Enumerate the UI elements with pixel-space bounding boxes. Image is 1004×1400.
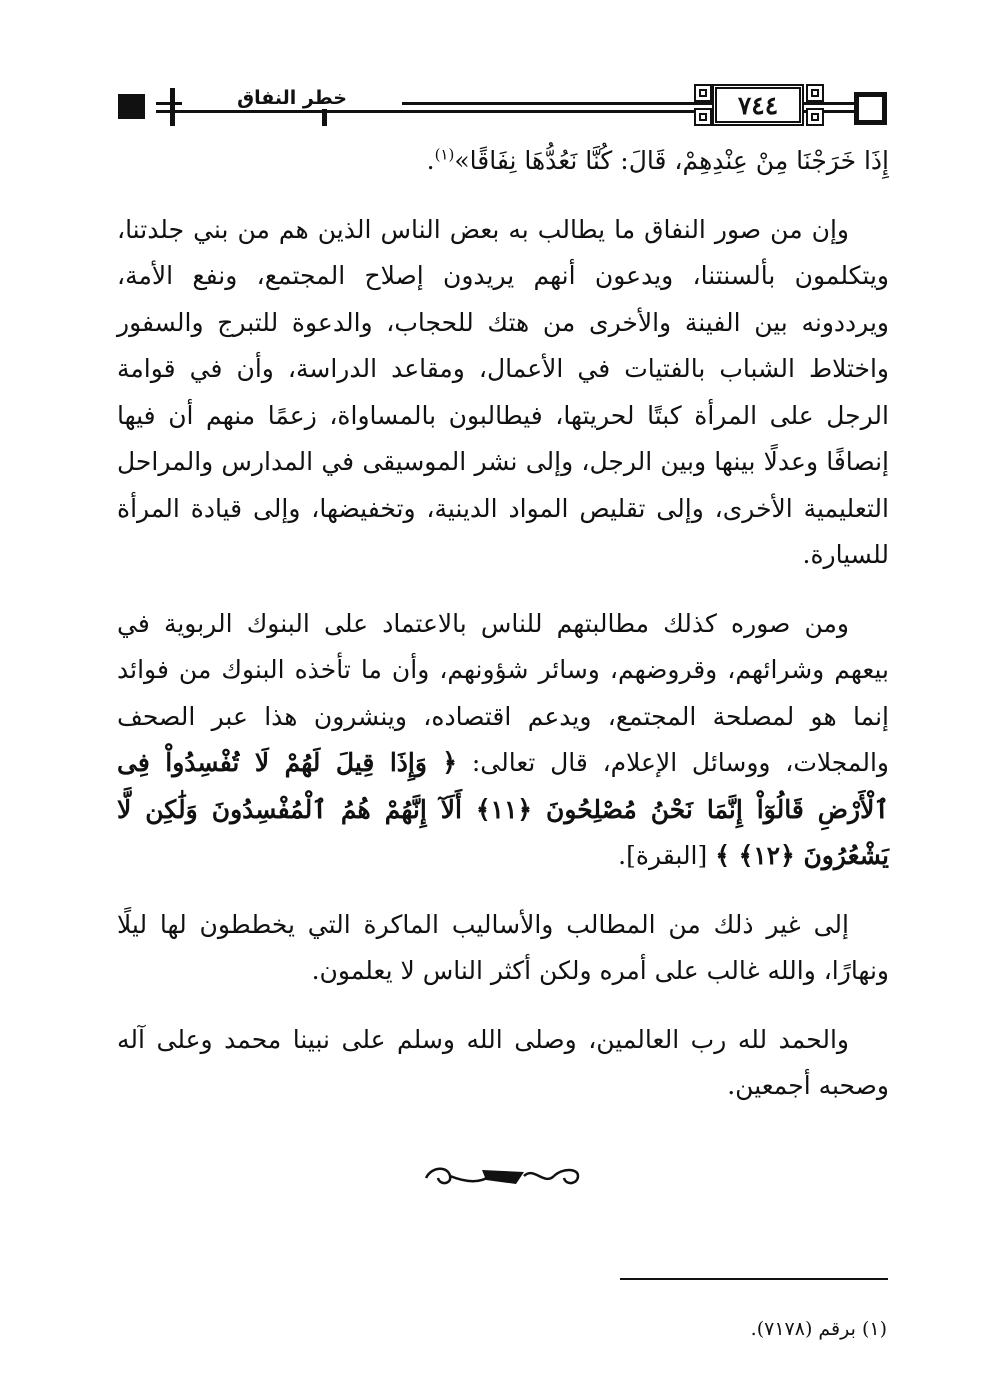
frame-knot-ornament bbox=[806, 84, 824, 102]
opening-line-end: . bbox=[426, 146, 435, 175]
quran-verse: ﴿ وَإِذَا قِيلَ لَهُمْ لَا تُفْسِدُواْ فِى ٱلْأَرْضِ قَالُوٓاْ إِنَّمَا نَحْنُ مُصْلِحُونَ ﴿١١﴾ أَلَآ إِنَّهُمْ هُمُ ٱلْمُفْسِدُونَ وَلَٰكِن لَّا يَشْعُرُونَ ﴿١٢﴾ ﴾ bbox=[117, 748, 889, 870]
paragraph bbox=[117, 601, 889, 880]
opening-line bbox=[117, 138, 889, 185]
calligraphic-flourish-icon bbox=[420, 1158, 584, 1192]
paragraph: وإن من صور النفاق ما يطالب به بعض الناس الذين هم من بني جلدتنا، ويتكلمون بألسنتنا، ويدعون أنهم يريدون إصلاح المجتمع، ونفع الأمة، ويرددونه بين الفينة والأخرى من هتك للحجاب، والدعوة للتبرج والسفور واختلاط الشباب بالفتيات في الأعمال، ومقاعد الدراسة، وأن في قوامة الرجل على المرأة كبتًا لحريتها، فيطالبون بالمساواة، زعمًا منهم أن فيها إنصافًا وعدلًا بينها وبين الرجل، وإلى نشر الموسيقى في المدارس والمراحل التعليمية الأخرى، وإلى تقليص المواد الدينية، وتخفيضها، وإلى قيادة المرأة للسيارة. bbox=[117, 214, 889, 569]
paragraph-lead: ومن صوره كذلك مطالبتهم للناس بالاعتماد على البنوك الربوية في بيعهم وشرائهم، وقروضهم، وسائر شؤونهم، وأن ما تأخذه البنوك من فوائد إنما هو لمصلحة المجتمع، ويدعم اقتصاده، وينشرون هذا عبر الصحف والمجلات، ووسائل الإعلام، قال تعالى: bbox=[117, 608, 889, 777]
header-divider-bar bbox=[170, 88, 175, 126]
opening-line-text: إِذَا خَرَجْنَا مِنْ عِنْدِهِمْ، قَالَ: كُنَّا نَعُدُّهَا نِفَاقًا» bbox=[454, 146, 889, 175]
page-number: ٧٤٤ bbox=[712, 84, 804, 126]
header-outline-square bbox=[854, 92, 887, 125]
page-body bbox=[117, 138, 889, 1132]
footnote-rule bbox=[620, 1278, 888, 1280]
frame-knot-ornament bbox=[806, 108, 824, 126]
running-header bbox=[112, 78, 887, 134]
paragraph: إلى غير ذلك من المطالب والأساليب الماكرة التي يخططون لها ليلًا ونهارًا، والله غالب على أمره ولكن أكثر الناس لا يعلمون. bbox=[117, 909, 889, 985]
frame-knot-ornament bbox=[694, 84, 712, 102]
closing-paragraph: والحمد لله رب العالمين، وصلى الله وسلم على نبينا محمد وعلى آله وصحبه أجمعين. bbox=[117, 1024, 889, 1100]
footnote-reference: (١) bbox=[434, 145, 455, 164]
frame-knot-ornament bbox=[694, 108, 712, 126]
running-title: خطر النفاق bbox=[182, 87, 402, 109]
verse-source: [البقرة]. bbox=[618, 841, 708, 870]
page-number-frame bbox=[692, 82, 826, 130]
header-filled-square bbox=[118, 94, 145, 119]
footnote: (١) برقم (٧١٧٨). bbox=[750, 1318, 887, 1340]
